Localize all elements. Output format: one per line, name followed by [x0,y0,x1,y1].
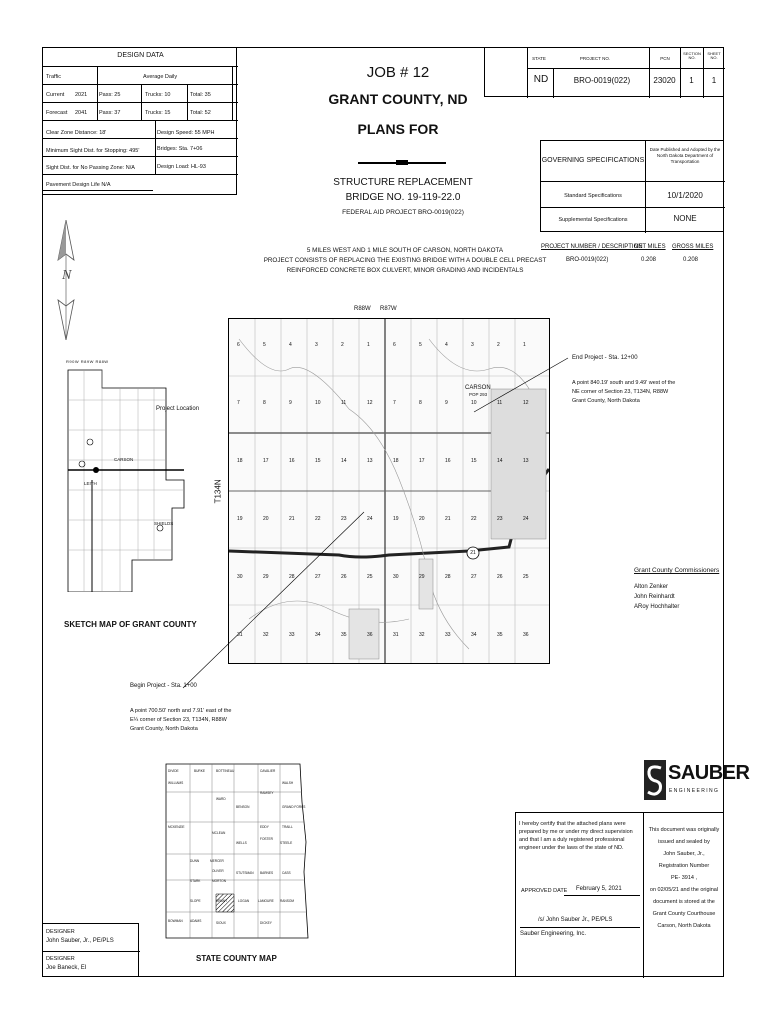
signature: /s/ John Sauber Jr., PE/PLS [538,917,613,923]
section-number: 31 [237,632,243,638]
forecast-year: 2041 [75,110,88,116]
section-number: 35 [497,632,503,638]
governing-note: Date Published and Adopted by the North Dakota Department of Transportation [649,147,721,164]
structure-title: STRUCTURE REPLACEMENT [333,177,473,188]
description-line-1: 5 MILES WEST AND 1 MILE SOUTH OF CARSON, NORTH DAKOTA [306,247,504,254]
section-number: 12 [523,400,529,406]
sketch-leith-label: LEITH [84,481,97,486]
design-load: Design Load: HL-93 [157,164,206,170]
supplemental-spec-value: NONE [673,214,697,223]
current-trucks: Trucks: 10 [145,92,171,98]
governing-title: GOVERNING SPECIFICATIONS [541,157,645,164]
carson-label: CARSON [465,385,491,391]
section-number: 33 [445,632,451,638]
designer-name-2: Joe Baneck, EI [46,965,87,971]
cert-text-1: I hereby certify that the attached plans were [519,821,626,827]
commissioner-3: ARoy Hochhalter [634,604,680,610]
begin-point-line-2: E¼ corner of Section 23, T134N, R88W [130,717,227,724]
begin-point-line-1: A point 700.50' north and 7.91' east of the [130,708,232,714]
section-number: 4 [445,342,448,348]
section-number: 21 [289,516,295,522]
section-number: 3 [471,342,474,348]
section-number: 35 [341,632,347,638]
bridge-number: BRIDGE NO. 19-119-22.0 [345,192,461,203]
section-number: 2 [497,342,500,348]
section-number: 34 [471,632,477,638]
section-number: 34 [315,632,321,638]
section-number: 16 [289,458,295,464]
section-number: 36 [367,632,373,638]
carson-pop-label: POP 293 [469,392,488,397]
description-line-3: REINFORCED CONCRETE BOX CULVERT, MINOR GRADING AND INCIDENTALS [286,266,524,274]
pcn-value: 23020 [653,76,676,85]
section-number: 3 [315,342,318,348]
commissioner-2: John Reinhardt [634,594,675,600]
range-east-label: R87W [380,306,397,312]
section-number: 13 [523,458,529,464]
sight-no-passing: Sight Dist. for No Passing Zone: N/A [46,165,135,171]
county-label: BARNES [260,871,274,875]
designer-label-2: DESIGNER [46,956,75,962]
sheet-value: 1 [711,76,717,85]
net-miles-header: NET MILES [634,244,666,250]
section-number: 32 [263,632,269,638]
gross-miles-value: 0.208 [683,257,699,263]
county-label: BENSON [236,805,250,809]
cert-text-3: and that I am a duly registered professional [519,837,625,844]
seal-note-5: PE- 3914 , [671,875,697,882]
sauber-s-icon [644,760,666,800]
sketch-range-labels: R90W R89W R88W [66,359,109,364]
section-number: 5 [419,342,422,348]
seal-note-4: Registration Number [658,863,710,870]
end-project-label: End Project - Sta. 12+00 [572,355,638,361]
seal-note-6: on 02/05/21 and the original [649,887,719,894]
county-label: TRAILL [282,825,293,829]
state-label: STATE [532,56,546,61]
section-number: 23 [497,516,503,522]
sauber-name: SAUBER [668,762,750,784]
section-number: 10 [471,400,477,406]
section-number: 6 [393,342,396,348]
highway-label: 21 [470,550,476,556]
county-label: WARD [216,797,226,801]
section-number: 7 [393,400,396,406]
section-number: 26 [497,574,503,580]
section-number: 31 [393,632,399,638]
section-number: 25 [367,574,373,580]
section-number: 29 [263,574,269,580]
county-label: FOSTER [260,837,273,841]
section-number: 17 [419,458,425,464]
current-total: Total: 35 [190,92,211,98]
county-label: BOTTINEAU [216,769,235,773]
section-number: 28 [289,574,295,580]
state-county-map [160,762,310,940]
county-label: LOGAN [238,899,250,903]
county-label: RANSOM [280,899,294,903]
plans-for-title: PLANS FOR [357,121,439,137]
county-label: GRAND FORKS [282,805,306,809]
sketch-map-title: SKETCH MAP OF GRANT COUNTY [64,620,197,629]
county-label: CASS [282,871,291,875]
section-number: 22 [315,516,321,522]
section-number: 18 [237,458,243,464]
section-number: 28 [445,574,451,580]
section-number: 15 [471,458,477,464]
section-number: 7 [237,400,240,406]
standard-spec-date: 10/1/2020 [667,191,703,200]
sketch-carson-label: CARSON [114,457,134,462]
county-label: BOWMAN [168,919,183,923]
end-point-line-1: A point 840.19' south and 9.49' west of the [572,380,676,386]
supplemental-spec-label: Supplemental Specifications [558,217,628,223]
county-label: GRANT [216,899,228,903]
project-no-label: PROJECT NO. [579,56,611,61]
end-point-line-2: NE corner of Section 23, T134N, R88W [572,389,669,396]
section-number: 17 [263,458,269,464]
section-number: 30 [393,574,399,580]
approved-date-label: APPROVED DATE [521,888,568,894]
section-number: 19 [237,516,243,522]
project-no-value: BRO-0019(022) [573,76,631,85]
county-label: STUTSMAN [236,871,254,875]
section-number: 14 [497,458,503,464]
section-number: 11 [497,400,503,406]
sketch-shields-label: SHIELDS [154,521,174,526]
section-number: 10 [315,400,321,406]
clear-zone: Clear Zone Distance: 18' [46,130,107,136]
current-pass: Pass: 25 [99,92,121,98]
county-label: WELLS [236,841,247,845]
state-map-title: STATE COUNTY MAP [196,954,277,963]
section-label: SECTION NO. [683,51,701,61]
section-number: 2 [341,342,344,348]
seal-note-7: document is stored at the [653,899,715,906]
range-west-label: R88W [354,306,371,312]
county-label: DUNN [190,859,200,863]
designers-block [42,923,139,977]
county-label: SIOUX [216,921,226,925]
section-number: 19 [393,516,399,522]
county-label: BURKE [194,769,205,773]
section-number: 33 [289,632,295,638]
begin-project-label: Begin Project - Sta. 1+00 [130,683,197,689]
section-number: 24 [523,516,529,522]
forecast-label: Forecast [46,110,68,116]
forecast-pass: Pass: 37 [99,110,121,116]
county-label: MCKENZIE [168,825,185,829]
section-number: 24 [367,516,373,522]
section-number: 15 [315,458,321,464]
designer-label-1: DESIGNER [46,929,75,935]
county-label: ADAMS [190,919,202,923]
state-value: ND [533,74,549,85]
begin-point-line-3: Grant County, North Dakota [130,726,198,733]
min-sight: Minimum Sight Dist. for Stopping: 495' [46,148,140,154]
designer-name-1: John Sauber, Jr., PE/PLS [46,938,114,944]
section-number: 27 [471,574,477,580]
section-value: 1 [689,76,694,85]
section-number: 22 [471,516,477,522]
county-label: WALSH [282,781,294,785]
county-label: LAMOURE [258,899,274,903]
design-speed: Design Speed: 55 MPH [157,130,215,136]
county-label: SLOPE [190,899,201,903]
pcn-label: PCN [660,56,670,61]
section-number: 1 [523,342,526,348]
average-daily-label: Average Daily [143,74,178,80]
section-number: 8 [419,400,422,406]
federal-aid: FEDERAL AID PROJECT BRO-0019(022) [342,209,464,216]
seal-note-2: issued and sealed by [658,839,710,846]
section-number: 20 [419,516,425,522]
end-point-line-3: Grant County, North Dakota [572,398,640,405]
township-label: T134N [213,479,223,504]
design-data-title: DESIGN DATA [117,52,164,59]
section-number: 20 [263,516,269,522]
section-number: 9 [445,400,448,406]
standard-spec-label: Standard Specifications [564,193,622,199]
sheet-label: SHEET NO. [707,51,721,61]
approved-date-value: February 5, 2021 [576,886,622,892]
commissioner-1: Alton Zenker [634,584,669,590]
seal-note-9: Carson, North Dakota [657,923,711,930]
description-line-2: PROJECT CONSISTS OF REPLACING THE EXISTING BRIDGE WITH A DOUBLE CELL PRECAST [263,256,547,264]
section-number: 5 [263,342,266,348]
section-number: 26 [341,574,347,580]
section-number: 18 [393,458,399,464]
traffic-label: Traffic [46,74,61,80]
section-number: 4 [289,342,292,348]
section-number: 30 [237,574,243,580]
current-year: 2021 [75,92,88,98]
job-number: JOB # 12 [366,64,430,81]
county-label: RAMSEY [260,791,274,795]
section-number: 11 [341,400,347,406]
section-number: 1 [367,342,370,348]
section-number: 27 [315,574,321,580]
sauber-logo [644,760,750,804]
section-number: 32 [419,632,425,638]
section-number: 23 [341,516,347,522]
section-number: 12 [367,400,373,406]
county-label: DIVIDE [168,769,179,773]
county-label: MERCER [210,859,224,863]
sketch-map-grant-county [62,360,192,592]
project-location-label: Project Location [156,406,200,412]
county-label: EDDY [260,825,269,829]
county-label: STARK [190,879,201,883]
north-label: N [62,268,72,283]
gross-miles-header: GROSS MILES [672,244,714,250]
net-miles-value: 0.208 [641,257,657,263]
project-number-value: BRO-0019(022) [566,257,609,263]
county-label: OLIVER [212,869,224,873]
pavement-life: Pavement Design Life N/A [46,182,111,188]
sauber-subtitle: E N G I N E E R I N G [669,788,718,794]
section-number: 14 [341,458,347,464]
project-number-header: PROJECT NUMBER / DESCRIPTION [541,244,643,250]
section-number: 25 [523,574,529,580]
company-name: Sauber Engineering, Inc. [520,931,587,937]
section-number: 29 [419,574,425,580]
section-number: 6 [237,342,240,348]
county-label: MORTON [212,879,227,883]
cert-text-4: engineer under the laws of the state of ND. [519,845,624,852]
section-number: 13 [367,458,373,464]
county-label: MCLEAN [212,831,226,835]
seal-note-1: This document was originally [648,827,720,833]
forecast-total: Total: 52 [190,110,211,116]
section-number: 9 [289,400,292,406]
county-label: DICKEY [260,921,272,925]
section-number: 21 [445,516,451,522]
county-label: STEELE [280,841,293,845]
county-label: CAVALIER [260,769,276,773]
county-label: WILLIAMS [168,781,184,785]
section-number: 36 [523,632,529,638]
bridges: Bridges: Sta. 7+06 [157,146,203,152]
section-number: 8 [263,400,266,406]
section-number: 16 [445,458,451,464]
seal-note-8: Grant County Courthouse [652,911,716,918]
current-label: Current [46,92,65,98]
county-title: GRANT COUNTY, ND [328,91,468,107]
commissioners-title: Grant County Commissioners [634,567,720,574]
certification-block [515,812,724,977]
seal-note-3: John Sauber, Jr., [663,851,705,858]
cert-text-2: prepared by me or under my direct supervision [519,829,633,836]
forecast-trucks: Trucks: 15 [145,110,171,116]
